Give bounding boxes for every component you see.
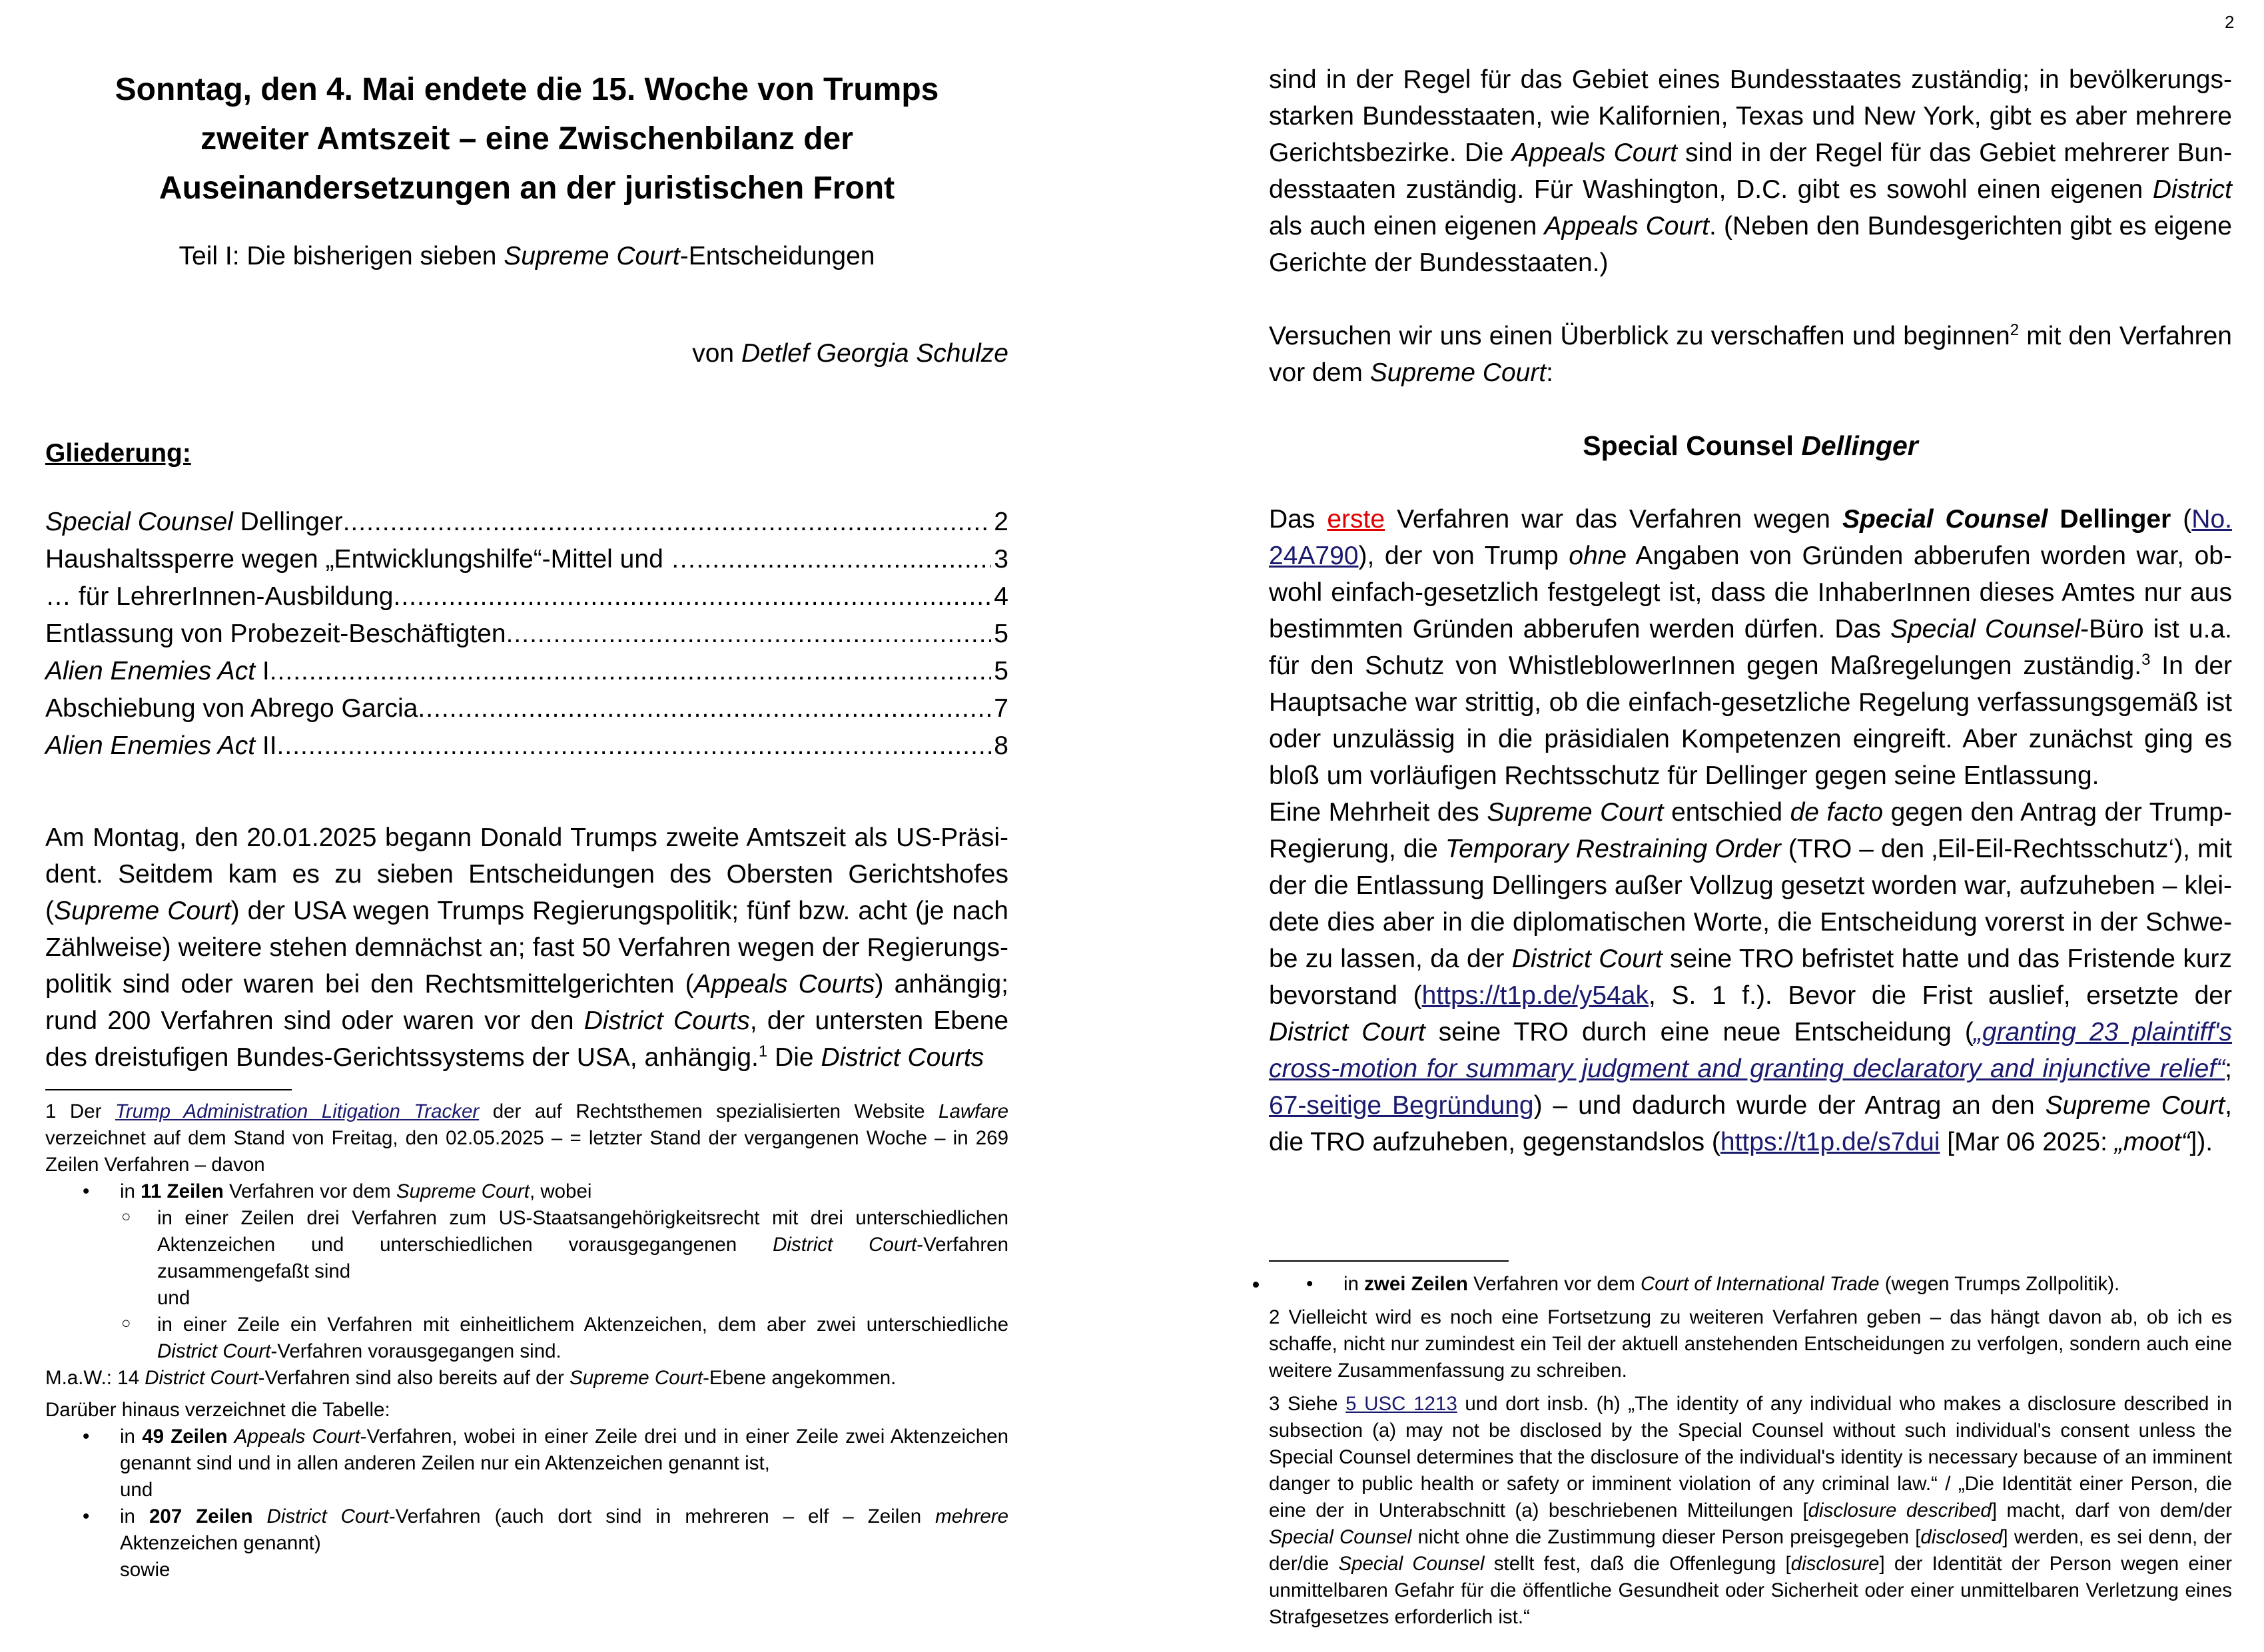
courts-paragraph: sind in der Regel für das Gebiet eines Bundesstaates zuständig; in bevölkerungsstarken Bundesstaaten, wie Kalifornien, Texas und New York, gibt es aber mehrere Gerichtsbezirke. Die Appeals Court sind in der Regel für das Gebiet mehrerer Bundesstaaten zuständig. Für Washington, D.C. gibt es sowohl einen eigenen District als auch einen eigenen Appeals Court. (Neben den Bundesgerichten gibt es eigene Gerichte der Bundesstaaten.) — [1269, 65, 2233, 277]
article-subtitle: Teil I: Die bisherigen sieben Supreme Court-Entscheidungen — [179, 242, 875, 270]
bullet-icon: • — [83, 1180, 90, 1202]
footnote-separator — [45, 1089, 292, 1090]
toc-page-number: 2 — [994, 508, 1008, 536]
circle-bullet-icon: ○ — [121, 1208, 131, 1226]
toc-entry[interactable]: Alien Enemies Act I ..... 5 — [45, 653, 1008, 690]
list-item: • in 49 Zeilen Appeals Court-Verfahren, wobei in einer Zeile drei und in einer Zeile zwei Aktenzeichen genannt sind und in allen anderen Zeilen nur ein Aktenzeichen genannt ist, und — [45, 1424, 1008, 1503]
ruling-link[interactable]: „granting 23 plaintiff's cross-motion for summary judgment and granting declaratory and injunctive relief“ — [1269, 1018, 2232, 1083]
list-item: • • in zwei Zeilen Verfahren vor dem Court of International Trade (wegen Trumps Zollpolitik). — [1269, 1271, 2232, 1298]
toc-page-number: 7 — [994, 694, 1008, 723]
outline-heading: Gliederung: — [45, 439, 191, 468]
toc-page-number: 8 — [994, 731, 1008, 760]
bullet-icon: • — [83, 1426, 90, 1447]
author-line: von Detlef Georgia Schulze — [692, 339, 1008, 368]
usc-link[interactable]: 5 USC 1213 — [1345, 1393, 1457, 1415]
tracker-link[interactable]: Trump Administration Litigation Tracker — [115, 1100, 480, 1122]
bullet-icon: • — [83, 1505, 90, 1527]
toc-page-number: 5 — [994, 620, 1008, 648]
reasoning-link[interactable]: 67-seitige Begründung — [1269, 1091, 1534, 1120]
erste-link[interactable]: erste — [1327, 505, 1385, 534]
list-item: • in 11 Zeilen Verfahren vor dem Supreme Court, wobei ○ in einer Zeilen drei Verfahren zum US-Staatsangehörigkeitsrecht mit drei unterschiedlichen Aktenzeichen und unterschiedlichen vorausgegangenen District Court-Verfahren zusammengefaßt sind und ○ in einer Zeile ein Verfahren mit einheitlichem Aktenzeichen, dem aber zwei unterschiedliche District Court-Verfahren vorausgegangen sind. — [45, 1178, 1008, 1365]
author-name: Detlef Georgia Schulze — [741, 339, 1008, 368]
overview-paragraph: Versuchen wir uns einen Überblick zu verschaffen und beginnen$^2$ mit den Verfahren vor dem Supreme Court: — [1269, 321, 2232, 387]
footnote-2: 2 Vielleicht wird es noch eine Fortsetzung zu weiteren Verfahren geben – das hängt davon ab, ob ich es schaffe, nicht nur zumindest ein Teil der aktuell anstehenden Entscheidungen zu verfolgen, sondern auch eine weitere Zusammenfassung zu schreiben. — [1269, 1306, 2232, 1382]
article-title: Sonntag, den 4. Mai endete die 15. Woche von Trumps zweiter Amtszeit – eine Zwischenbilanz der Auseinandersetzungen an der juristischen Front — [115, 72, 939, 206]
table-of-contents — [45, 504, 1008, 765]
toc-page-number: 3 — [994, 545, 1008, 574]
toc-entry[interactable]: Entlassung von Probezeit-Beschäftigten ..... 5 — [45, 616, 1008, 653]
toc-entry[interactable]: Abschiebung von Abrego Garcia ..... 7 — [45, 690, 1008, 727]
toc-entry[interactable]: Haushaltssperre wegen „Entwicklungshilfe“-Mittel und … ..... 3 — [45, 541, 1008, 578]
intro-paragraph: Am Montag, den 20.01.2025 begann Donald Trumps zweite Amtszeit als US-Präsident. Seitdem kam es zu sieben Entscheidungen des Obersten Gerichtshofes (Supreme Court) der USA wegen Trumps Regierungspolitik; fünf bzw. acht (je nach Zählweise) weitere stehen demnächst an; fast 50 Verfahren wegen der Regierungspolitik sind oder waren bei den Rechtsmittelgerichten (Appeals Courts) anhängig; rund 200 Verfahren sind oder waren vor den District Courts, der untersten Ebene des dreistufigen Bundes-Gerichtssystems der USA, anhängig.$^1$ Die District Courts — [45, 823, 1009, 1072]
right-column — [1269, 61, 2232, 1631]
case-number-link[interactable]: No. 24A790 — [1269, 505, 2232, 570]
toc-entry[interactable]: … für LehrerInnen-Ausbildung ..... 4 — [45, 578, 1008, 616]
footnote-separator — [1269, 1260, 1509, 1262]
decision-paragraph: Eine Mehrheit des Supreme Court entschied de facto gegen den Antrag der Trump-Regierung, die Temporary Restraining Order (TRO – den ‚Eil-Eil-Rechtsschutz‘), mit der die Entlassung Dellingers außer Vollzug gesetzt worden war, aufzuheben – kleidete dies aber in die diplomatischen Worte, die Entscheidung vorerst in der Schwebe zu lassen, da der District Court seine TRO befristet hatte und das Fristende kurz bevorstand (https://t1p.de/y54ak, S. 1 f.). Bevor die Frist auslief, ersetzte der District Court seine TRO durch eine neue Entscheidung („granting 23 plaintiff's cross-motion for summary judgment and granting declaratory and injunctive relief“; 67-seitige Begründung) – und dadurch wurde der Antrag an den Supreme Court, die TRO aufzuheben, gegenstandslos (https://t1p.de/s7dui [Mar 06 2025: „moot“]). — [1269, 798, 2233, 1156]
bullet-icon: • • — [1306, 1273, 1314, 1295]
toc-page-number: 4 — [994, 582, 1008, 611]
toc-entry[interactable]: Special Counsel Dellinger ..... 2 — [45, 504, 1008, 541]
page-number: 2 — [2225, 12, 2235, 32]
url-link[interactable]: https://t1p.de/y54ak — [1421, 981, 1649, 1010]
toc-entry[interactable]: Alien Enemies Act II ..... 8 — [45, 727, 1008, 765]
footnote-ref[interactable]: 3 — [2141, 651, 2151, 669]
footnote-ref[interactable]: 1 — [758, 1042, 768, 1060]
footnote-ref[interactable]: 2 — [2010, 321, 2020, 339]
toc-page-number: 5 — [994, 657, 1008, 685]
section-heading: Special Counsel Dellinger — [1583, 430, 1918, 461]
footnotes-right — [1269, 1260, 2232, 1631]
list-item: ○ in einer Zeilen drei Verfahren zum US-Staatsangehörigkeitsrecht mit drei unterschiedlichen Aktenzeichen und unterschiedlichen vorausgegangenen District Court-Verfahren zusammengefaßt sind und — [120, 1205, 1008, 1312]
list-item: ○ in einer Zeile ein Verfahren mit einheitlichem Aktenzeichen, dem aber zwei unterschiedliche District Court-Verfahren vorausgegangen sind. — [120, 1312, 1008, 1365]
left-column — [45, 65, 1008, 1583]
footnote-3: 3 Siehe 5 USC 1213 und dort insb. (h) „The identity of any individual who makes a disclosure described in subsection (a) may not be disclosed by the Special Counsel without such individual's consent unless the Special Counsel determines that the disclosure of the individual's identity is necessary because of an imminent danger to public health or safety or imminent violation of any criminal law.“ / „Die Identität einer Person, die eine der in Unterabschnitt (a) beschriebenen Mitteilungen [disclosure described] macht, darf von dem/der Special Counsel nicht ohne die Zustimmung dieser Person preisgegeben [disclosed] werden, es sei denn, der der/die Special Counsel stellt fest, daß die Offenlegung [disclosure] der Identität der Person wegen einer unmittelbaren Gefahr für die öffentliche Gesundheit oder Sicherheit oder einer unmittelbaren Verletzung eines Strafgesetzes erforderlich ist.“ — [1269, 1393, 2233, 1628]
dellinger-paragraph: Das erste Verfahren war das Verfahren wegen Special Counsel Dellinger (No. 24A790), der von Trump ohne Angaben von Gründen abberufen worden war, obwohl einfach-gesetzlich festgelegt ist, dass die InhaberInnen dieses Amtes nur aus bestimmten Gründen abberufen werden dürfen. Das Special Counsel-Büro ist u.a. für den Schutz von WhistleblowerInnen gegen Maßregelungen zuständig.$^3$ In der Hauptsache war strittig, ob die einfach-gesetzliche Regelung verfassungsgemäß ist oder unzulässig in die präsidialen Kompetenzen eingreift. Aber zunächst ging es bloß um vorläufigen Rechtsschutz für Dellinger gegen seine Entlassung. — [1269, 505, 2232, 790]
footnote-1: 1 Der Trump Administration Litigation Tracker der auf Rechtsthemen spezialisierten Website Lawfare verzeichnet auf dem Stand von Freitag, den 02.05.2025 – = letzter Stand der vergangenen Woche – in 269 Zeilen Verfahren – davon • in 11 Zeilen Verfahren vor dem Supreme Court, wobei ○ in einer Zeilen drei Verfahren zum US-Staatsangehörigkeitsrecht mit drei unterschiedlichen Aktenzeichen und unterschiedlichen vorausgegangenen District Court-Verfahren zusammengefaßt sind und ○ in einer Zeile ein Verfahren mit einheitlichem Aktenzeichen, dem aber zwei unterschiedliche District Court-Verfahren vorausgegangen sind. M.a.W.: 14 District Court-Verfahren sind also bereits auf der Supreme Court-Ebene angekommen. Darüber hinaus verzeichnet die Tabelle: • in 49 Zeilen Appeals Court-Verfahren, wobei in einer Zeile drei und in einer Zeile zwei Aktenzeichen genannt sind und in allen anderen Zeilen nur ein Aktenzeichen genannt ist, und • in 207 Zeilen District Court-Verfahren (auch dort sind in mehreren – elf – Zeilen mehrere Aktenzeichen genannt) sowie — [45, 1098, 1008, 1583]
circle-bullet-icon: ○ — [121, 1314, 131, 1332]
url-link[interactable]: https://t1p.de/s7dui — [1720, 1128, 1940, 1156]
list-item: • in 207 Zeilen District Court-Verfahren (auch dort sind in mehreren – elf – Zeilen mehrere Aktenzeichen genannt) sowie — [45, 1503, 1008, 1583]
